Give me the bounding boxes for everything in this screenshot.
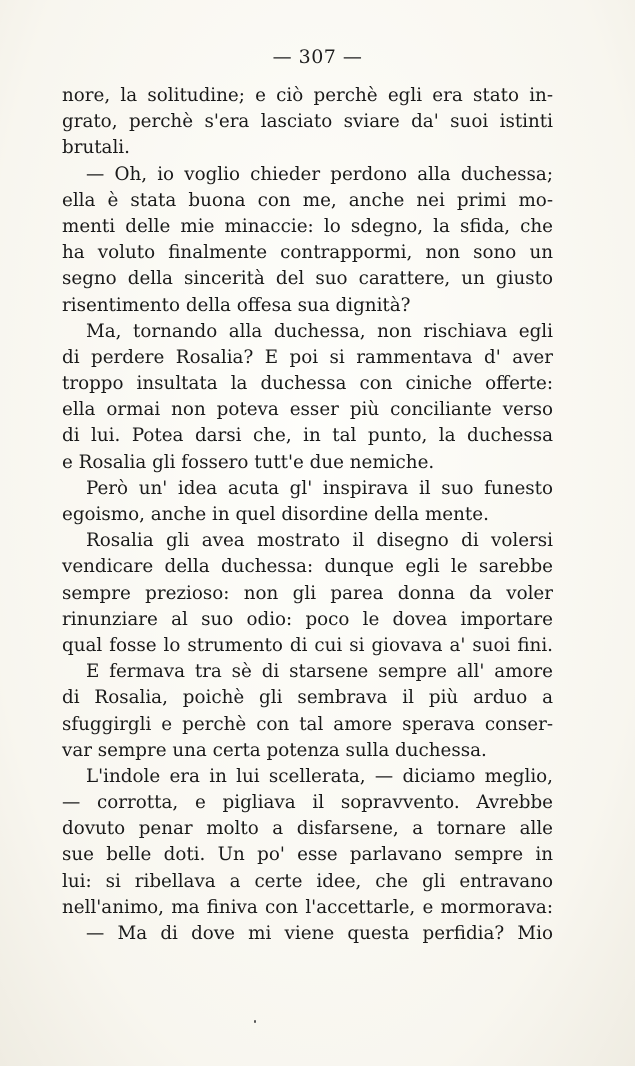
text-line: segno della sincerità del suo carattere, un giusto: [62, 268, 553, 290]
text-line: lui: si ribellava a certe idee, che gli entravano: [62, 870, 553, 892]
text-line: — Oh, io voglio chieder perdono alla duchessa;: [86, 163, 553, 185]
text-line: ella è stata buona con me, anche nei primi mo-: [62, 189, 553, 211]
text-line: di perdere Rosalia? E poi si rammentava d' aver: [62, 346, 553, 368]
text-line: E fermava tra sè di starsene sempre all' amore: [86, 661, 553, 683]
text-line: nell'animo, ma finiva con l'accettarle, e mormorava:: [62, 896, 553, 918]
text-line: di Rosalia, poichè gli sembrava il più arduo a: [62, 687, 553, 709]
text-line: dovuto penar molto a disfarsene, a tornare alle: [62, 818, 553, 840]
text-line: Rosalia gli avea mostrato il disegno di volersi: [86, 530, 553, 552]
text-line: Però un' idea acuta gl' inspirava il suo funesto: [86, 477, 553, 499]
page-number: — 307 —: [272, 46, 363, 68]
text-line: var sempre una certa potenza sulla duchessa.: [62, 739, 487, 761]
text-line: grato, perchè s'era lasciato sviare da' suoi istinti: [62, 111, 553, 133]
text-line: troppo insultata la duchessa con ciniche offerte:: [62, 373, 553, 395]
text-line: — Ma di dove mi viene questa perfidia? Mio: [86, 923, 553, 944]
text-line: sfuggirgli e perchè con tal amore sperava conser-: [62, 713, 553, 735]
text-line: ha voluto finalmente contrappormi, non sono un: [62, 242, 553, 264]
text-line: qual fosse lo strumento di cui si giovava a' suoi fini.: [62, 634, 553, 656]
text-line: sue belle doti. Un po' esse parlavano sempre in: [62, 844, 553, 866]
print-speck: [254, 1020, 256, 1023]
text-line: di lui. Potea darsi che, in tal punto, la duchessa: [62, 425, 553, 447]
text-line: menti delle mie minaccie: lo sdegno, la sfida, che: [62, 215, 553, 237]
text-line: risentimento della offesa sua dignità?: [62, 294, 411, 316]
text-line: nore, la solitudine; e ciò perchè egli era stato in-: [62, 85, 553, 106]
text-line: brutali.: [62, 137, 130, 159]
text-line: egoismo, anche in quel disordine della mente.: [62, 504, 489, 525]
text-line: ella ormai non poteva esser più conciliante verso: [62, 399, 553, 421]
text-line: — corrotta, e pigliava il sopravvento. Avrebbe: [62, 792, 553, 814]
text-line: rinunziare al suo odio: poco le dovea importare: [62, 608, 553, 630]
text-line: sempre prezioso: non gli parea donna da voler: [62, 582, 553, 604]
text-line: vendicare della duchessa: dunque egli le sarebbe: [62, 556, 553, 578]
text-line: Ma, tornando alla duchessa, non rischiava egli: [86, 320, 553, 342]
text-line: e Rosalia gli fossero tutt'e due nemiche.: [62, 451, 435, 473]
body-text: [62, 83, 553, 947]
text-line: L'indole era in lui scellerata, — diciamo meglio,: [86, 765, 553, 787]
